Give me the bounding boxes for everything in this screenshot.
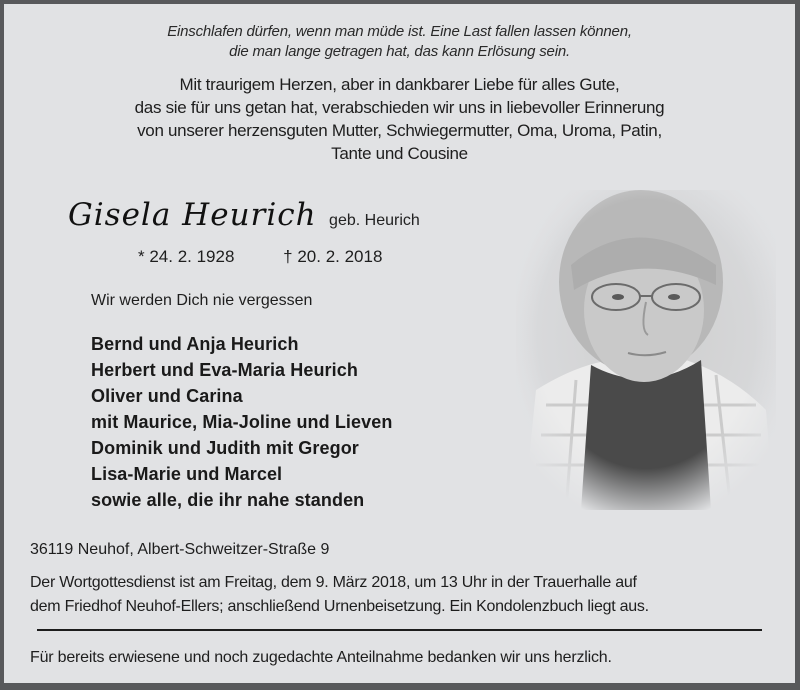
deceased-name-row — [68, 197, 420, 233]
portrait-image — [516, 190, 776, 510]
divider-line — [37, 629, 762, 631]
maiden-name: geb. Heurich — [329, 212, 420, 229]
intro-line-2: das sie für uns getan hat, verabschieden wir uns in liebevoller Erinnerung — [134, 98, 665, 117]
mourner-item: Herbert und Eva-Maria Heurich — [91, 360, 358, 380]
mourner-item: mit Maurice, Mia-Joline und Lieven — [91, 412, 393, 432]
obituary-notice — [4, 4, 795, 683]
intro-text — [4, 73, 795, 165]
mourner-item: sowie alle, die ihr nahe standen — [91, 490, 365, 510]
thanks-text: Für bereits erwiesene und noch zugedachte Anteilnahme bedanken wir uns herzlich. — [30, 649, 612, 666]
motto-line-1: Einschlafen dürfen, wenn man müde ist. Eine Last fallen lassen können, — [167, 23, 632, 40]
birth-date: * 24. 2. 1928 — [138, 247, 235, 266]
intro-line-4: Tante und Cousine — [331, 144, 468, 163]
motto-quote — [4, 22, 795, 62]
mourner-item: Bernd und Anja Heurich — [91, 334, 299, 354]
mourner-item: Dominik und Judith mit Gregor — [91, 438, 359, 458]
portrait-photo — [516, 190, 776, 510]
intro-line-1: Mit traurigem Herzen, aber in dankbarer Liebe für alles Gute, — [179, 75, 620, 94]
address: 36119 Neuhof, Albert-Schweitzer-Straße 9 — [30, 541, 330, 558]
service-info — [30, 571, 649, 619]
intro-line-3: von unserer herzensguten Mutter, Schwiegermutter, Oma, Uroma, Patin, — [137, 121, 662, 140]
deceased-name: Gisela Heurich — [68, 197, 317, 233]
service-line-2: dem Friedhof Neuhof-Ellers; anschließend Urnenbeisetzung. Ein Kondolenzbuch liegt aus. — [30, 598, 649, 615]
mourner-item: Oliver und Carina — [91, 386, 243, 406]
never-forget-text: Wir werden Dich nie vergessen — [91, 292, 313, 309]
service-line-1: Der Wortgottesdienst ist am Freitag, dem 9. März 2018, um 13 Uhr in der Trauerhalle auf — [30, 574, 637, 591]
life-dates — [138, 247, 382, 267]
mourner-item: Lisa-Marie und Marcel — [91, 464, 283, 484]
death-date: † 20. 2. 2018 — [283, 247, 383, 266]
motto-line-2: die man lange getragen hat, das kann Erlösung sein. — [229, 43, 570, 60]
mourners-list — [91, 331, 392, 513]
